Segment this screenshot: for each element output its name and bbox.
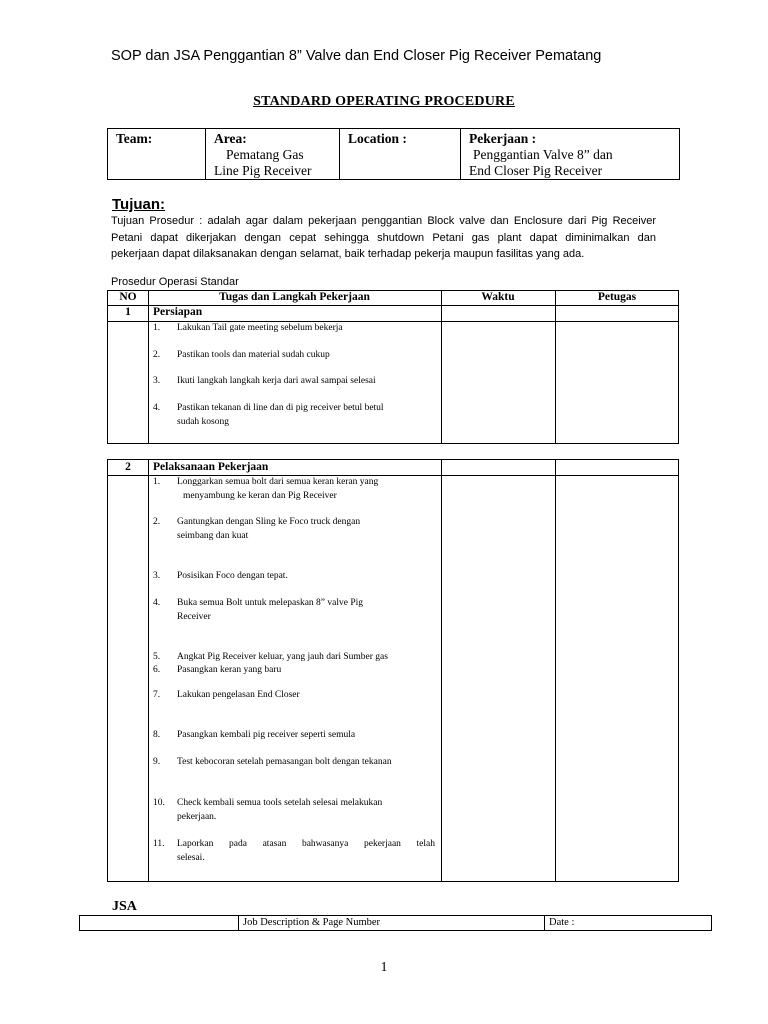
- step-number: 5.: [153, 652, 161, 662]
- step-number: 2.: [153, 350, 161, 360]
- tujuan-line-3: pekerjaan dapat dilaksanakan dengan selamat, baik terhadap pekerja maupun fasilitas yang ada.: [111, 248, 585, 260]
- step-text: Pastikan tekanan di line dan di pig receiver betul betul: [177, 403, 384, 413]
- tujuan-line-2: Petani dapat dikerjakan dengan cepat sehingga shutdown Petani gas plant dapat diminimalkan dan: [111, 231, 656, 244]
- jsa-date-cell: [545, 916, 711, 930]
- step-number: 9.: [153, 757, 161, 767]
- procedure-table-persiapan: [107, 290, 679, 444]
- procedure-table-pelaksanaan: [107, 459, 679, 882]
- jsa-date-label: Date :: [549, 917, 575, 928]
- section-2-number: 2: [125, 461, 131, 473]
- header-tugas: Tugas dan Langkah Pekerjaan: [219, 291, 370, 303]
- step-text: Check kembali semua tools setelah selesai melakukan: [177, 798, 383, 808]
- step-text: Angkat Pig Receiver keluar, yang jauh dari Sumber gas: [177, 652, 388, 662]
- jsa-job-description-cell: [239, 916, 545, 930]
- page-number: 1: [380, 960, 388, 975]
- area-value-line1: Pematang Gas: [226, 147, 304, 162]
- step-text: Laporkan pada atasan bahwasanya pekerjaan telah: [177, 839, 435, 849]
- jsa-heading: JSA: [112, 899, 137, 914]
- section-2-title: Pelaksanaan Pekerjaan: [153, 461, 269, 473]
- jsa-table: [79, 915, 712, 931]
- area-label: Area:: [214, 131, 247, 146]
- pekerjaan-cell: [461, 129, 679, 179]
- area-value-line2: Line Pig Receiver: [214, 163, 312, 178]
- step-text-continued: seimbang dan kuat: [177, 530, 249, 541]
- step-number: 6.: [153, 665, 161, 675]
- step-text: Lakukan Tail gate meeting sebelum bekerja: [177, 323, 343, 333]
- jsa-job-description-label: Job Description & Page Number: [243, 917, 381, 928]
- step-number: 4.: [153, 598, 161, 608]
- step-text-continued: Receiver: [177, 611, 211, 622]
- team-cell: [108, 129, 206, 179]
- step-number: 1.: [153, 323, 161, 333]
- header-waktu: Waktu: [481, 291, 515, 303]
- location-cell: [340, 129, 461, 179]
- step-number: 3.: [153, 571, 161, 581]
- step-number: 4.: [153, 403, 161, 413]
- pekerjaan-value-line1: Penggantian Valve 8” dan: [473, 147, 613, 162]
- step-text-continued: sudah kosong: [177, 416, 229, 427]
- step-text: Pasangkan kembali pig receiver seperti semula: [177, 730, 356, 740]
- area-cell: [206, 129, 340, 179]
- step-text: Test kebocoran setelah pemasangan bolt dengan tekanan: [177, 757, 392, 767]
- document-title: STANDARD OPERATING PROCEDURE: [253, 94, 515, 109]
- step-text: Lakukan pengelasan End Closer: [177, 690, 300, 700]
- step-text-continued: menyambung ke keran dan Pig Receiver: [183, 490, 337, 501]
- jsa-blank-cell: [80, 916, 239, 930]
- tujuan-heading: Tujuan:: [112, 196, 166, 213]
- step-text: Ikuti langkah langkah kerja dari awal sampai selesai: [177, 376, 376, 386]
- location-label: Location :: [348, 131, 407, 146]
- pekerjaan-value-line2: End Closer Pig Receiver: [469, 163, 603, 178]
- section-1-number: 1: [125, 306, 131, 318]
- prosedur-label: Prosedur Operasi Standar: [111, 276, 239, 288]
- step-text-continued: pekerjaan.: [177, 811, 217, 822]
- step-text-continued: selesai.: [177, 852, 205, 863]
- header-petugas: Petugas: [597, 291, 637, 303]
- tujuan-line-1: Tujuan Prosedur : adalah agar dalam pekerjaan penggantian Block valve dan Enclosure dari Pig Receiver: [111, 215, 656, 227]
- step-number: 7.: [153, 690, 161, 700]
- step-text: Buka semua Bolt untuk melepaskan 8” valve Pig: [177, 598, 364, 608]
- header-no: NO: [119, 291, 137, 303]
- team-label: Team:: [116, 131, 153, 146]
- tujuan-paragraph: [111, 213, 656, 263]
- step-text: Posisikan Foco dengan tepat.: [177, 571, 288, 581]
- step-text: Pastikan tools dan material sudah cukup: [177, 350, 330, 360]
- document-header: SOP dan JSA Penggantian 8” Valve dan End Closer Pig Receiver Pematang: [111, 48, 602, 64]
- step-text: Pasangkan keran yang baru: [177, 665, 282, 675]
- step-number: 11.: [153, 839, 165, 849]
- step-number: 1.: [153, 477, 161, 487]
- step-number: 3.: [153, 376, 161, 386]
- step-number: 2.: [153, 517, 161, 527]
- pekerjaan-label: Pekerjaan :: [469, 131, 537, 146]
- step-number: 10.: [153, 798, 165, 808]
- info-table: [107, 128, 680, 180]
- step-text: Gantungkan dengan Sling ke Foco truck dengan: [177, 517, 361, 527]
- step-number: 8.: [153, 730, 161, 740]
- step-text: Longgarkan semua bolt dari semua keran keran yang: [177, 477, 379, 487]
- section-1-title: Persiapan: [153, 306, 203, 318]
